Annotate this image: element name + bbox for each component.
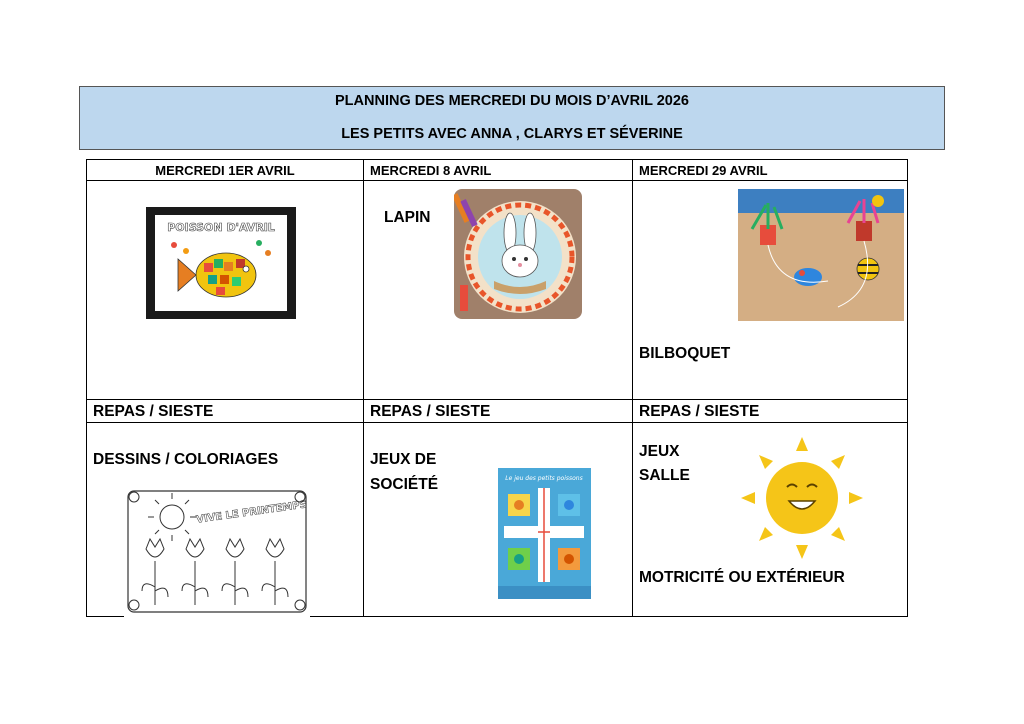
morning-cell-2 [364,181,633,400]
page-title: PLANNING DES MERCREDI DU MOIS D’AVRIL 2026 [335,93,689,109]
sun-icon [739,433,865,563]
date-header-row [87,160,908,181]
afternoon-cell-3 [633,423,908,617]
date-cell-1 [87,160,364,181]
meal-label-2: REPAS / SIESTE [370,403,491,420]
activity-jeux: JEUX [639,443,680,460]
date-cell-2 [364,160,633,181]
meal-cell-3 [633,400,908,423]
date-label-2: MERCREDI 8 AVRIL [370,163,492,178]
spring-coloring-image [124,487,310,618]
morning-cell-1 [87,181,364,400]
afternoon-row [87,423,908,617]
svg-text:POISSON D'AVRIL: POISSON D'AVRIL [167,221,275,234]
morning-cell-3 [633,181,908,400]
activity-motricite: MOTRICITÉ OU EXTÉRIEUR [639,569,845,586]
activity-societe: SOCIÉTÉ [370,476,439,493]
date-label-1: MERCREDI 1ER AVRIL [155,163,295,178]
meal-cell-2 [364,400,633,423]
svg-text:VIVE LE PRINTEMPS: VIVE LE PRINTEMPS [195,499,308,526]
page-subtitle: LES PETITS AVEC ANNA , CLARYS ET SÉVERINE [341,126,683,142]
fish-craft-image [146,207,296,319]
activity-jeux-de: JEUX DE [370,451,437,468]
meal-label-1: REPAS / SIESTE [93,403,214,420]
bilboquet-craft-image [738,189,904,321]
activity-salle: SALLE [639,467,690,484]
rabbit-craft-image [454,189,582,319]
morning-row [87,181,908,400]
meal-cell-1 [87,400,364,423]
planning-table [86,159,908,617]
activity-lapin: LAPIN [384,209,431,226]
planning-header [79,86,945,150]
date-cell-3 [633,160,908,181]
activity-dessins: DESSINS / COLORIAGES [93,451,279,468]
afternoon-cell-2 [364,423,633,617]
activity-bilboquet: BILBOQUET [639,345,731,362]
date-label-3: MERCREDI 29 AVRIL [639,163,768,178]
meal-label-3: REPAS / SIESTE [639,403,760,420]
svg-text:Le jeu des petits poissons: Le jeu des petits poissons [505,475,583,482]
afternoon-cell-1 [87,423,364,617]
meal-row [87,400,908,423]
board-game-image [498,468,591,599]
